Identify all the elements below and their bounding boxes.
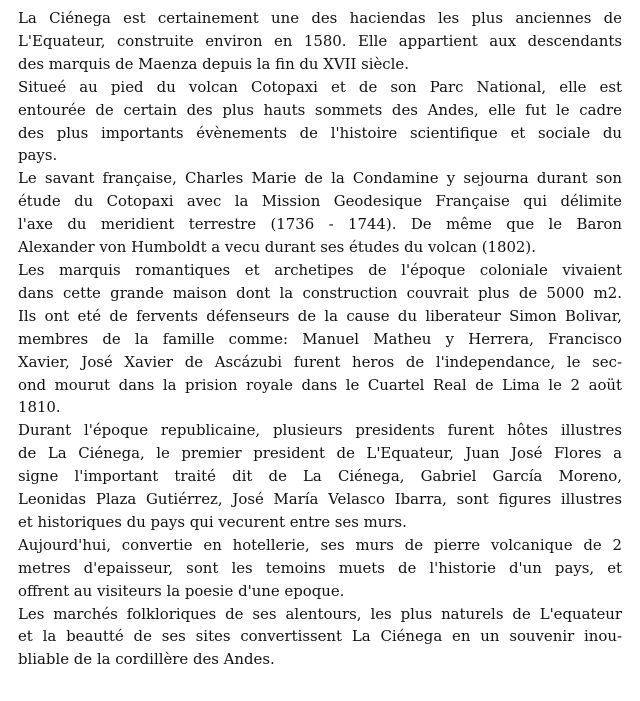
paragraph xyxy=(18,167,622,259)
text-line: 1810. xyxy=(18,398,61,417)
text-line: étude du Cotopaxi avec la Mission Geodesique Française qui délimite xyxy=(18,192,622,211)
text-line: Situeé au pied du volcan Cotopaxi et de son Parc National, elle est xyxy=(18,77,622,96)
paragraph xyxy=(18,76,622,168)
paragraph xyxy=(18,259,622,419)
paragraph xyxy=(18,7,622,76)
text-line: des plus importants évènements de l'histoire scientifique et sociale du xyxy=(18,123,622,142)
paragraph xyxy=(18,419,622,534)
text-line: de La Ciénega, le premier president de L'Equateur, Juan José Flores a xyxy=(18,444,622,463)
paragraph xyxy=(18,603,622,672)
text-line: Les marchés folkloriques de ses alentours, les plus naturels de L'equateur xyxy=(18,604,622,623)
text-line: metres d'epaisseur, sont les temoins muets de l'historie d'un pays, et xyxy=(18,558,622,577)
text-line: Les marquis romantiques et archetipes de l'époque coloniale vivaient xyxy=(18,260,622,279)
text-line: et historiques du pays qui vecurent entre ses murs. xyxy=(18,512,407,531)
text-line: signe l'important traité dit de La Ciénega, Gabriel García Moreno, xyxy=(18,467,622,486)
text-line: Ils ont eté de fervents défenseurs de la cause du liberateur Simon Bolivar, xyxy=(18,306,622,325)
text-line: l'axe du meridient terrestre (1736 - 1744). De même que le Baron xyxy=(18,215,622,234)
text-line: des marquis de Maenza depuis la fin du XVII siècle. xyxy=(18,54,409,73)
text-line: Xavier, José Xavier de Ascázubi furent heros de l'independance, le sec- xyxy=(18,352,622,371)
document-body xyxy=(18,7,622,671)
text-line: membres de la famille comme: Manuel Matheu y Herrera, Francisco xyxy=(18,329,622,348)
text-line: dans cette grande maison dont la construction couvrait plus de 5000 m2. xyxy=(18,283,622,302)
text-line: Alexander von Humboldt a vecu durant ses études du volcan (1802). xyxy=(18,238,536,257)
text-line: Aujourd'hui, convertie en hotellerie, ses murs de pierre volcanique de 2 xyxy=(18,535,622,554)
text-line: La Ciénega est certainement une des haciendas les plus anciennes de xyxy=(18,9,622,27)
text-line: offrent au visiteurs la poesie d'une epoque. xyxy=(18,581,345,600)
text-line: pays. xyxy=(18,146,58,165)
text-line: Le savant française, Charles Marie de la Condamine y sejourna durant son xyxy=(18,169,622,188)
text-line: L'Equateur, construite environ en 1580. Elle appartient aux descendants xyxy=(18,31,622,50)
text-line: Durant l'époque republicaine, plusieurs presidents furent hôtes illustres xyxy=(18,421,622,440)
text-line: bliable de la cordillère des Andes. xyxy=(18,650,275,669)
text-line: Leonidas Plaza Gutiérrez, José María Velasco Ibarra, sont figures illustres xyxy=(18,490,622,509)
text-line: ond mourut dans la prision royale dans le Cuartel Real de Lima le 2 aoüt xyxy=(18,375,622,394)
text-line: et la beautté de ses sites convertissent La Ciénega en un souvenir inou- xyxy=(18,627,622,646)
paragraph xyxy=(18,534,622,603)
text-line: entourée de certain des plus hauts sommets des Andes, elle fut le cadre xyxy=(18,100,622,119)
